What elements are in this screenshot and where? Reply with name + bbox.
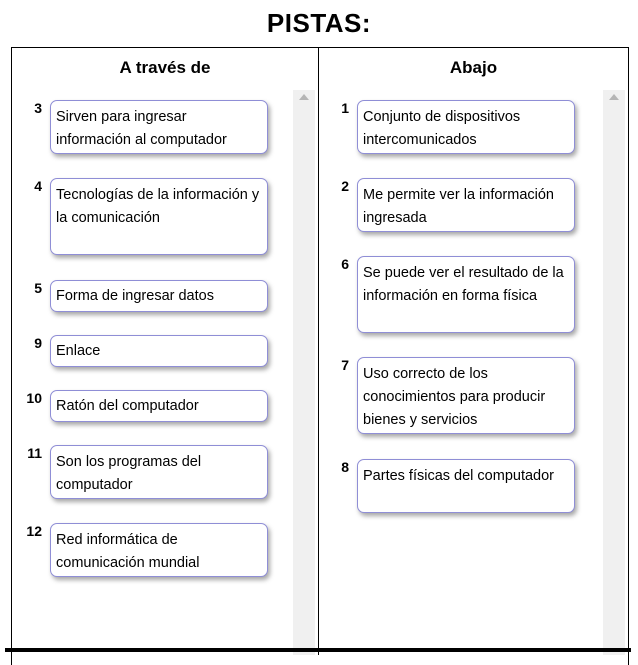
down-scrollbar[interactable] bbox=[603, 90, 625, 655]
clue-number: 7 bbox=[341, 357, 349, 373]
clue-number: 8 bbox=[341, 459, 349, 475]
clue-text[interactable]: Ratón del computador bbox=[50, 390, 268, 422]
clue-number: 3 bbox=[34, 100, 42, 116]
bottom-divider bbox=[5, 648, 631, 652]
clue-number: 4 bbox=[34, 178, 42, 194]
clue-text[interactable]: Enlace bbox=[50, 335, 268, 367]
across-scrollbar[interactable] bbox=[293, 90, 315, 655]
clue-text[interactable]: Partes físicas del computador bbox=[357, 459, 575, 513]
clue-number: 11 bbox=[27, 445, 42, 461]
clue-text[interactable]: Conjunto de dispositivos intercomunicados bbox=[357, 100, 575, 154]
clue-text[interactable]: Sirven para ingresar información al computador bbox=[50, 100, 268, 154]
clue-number: 1 bbox=[341, 100, 349, 116]
clue-number: 5 bbox=[34, 280, 42, 296]
clue-number: 10 bbox=[26, 390, 42, 406]
page-title: PISTAS: bbox=[266, 8, 372, 38]
down-heading: Abajo bbox=[449, 58, 498, 77]
clue-text[interactable]: Me permite ver la información ingresada bbox=[357, 178, 575, 232]
clue-text[interactable]: Red informática de comunicación mundial bbox=[50, 523, 268, 577]
clue-number: 9 bbox=[34, 335, 42, 351]
across-heading: A través de bbox=[119, 58, 211, 77]
clue-text[interactable]: Se puede ver el resultado de la información en forma física bbox=[357, 256, 575, 333]
across-clues-panel bbox=[11, 47, 319, 655]
scroll-up-arrow-icon[interactable] bbox=[609, 94, 619, 100]
clue-text[interactable]: Uso correcto de los conocimientos para producir bienes y servicios bbox=[357, 357, 575, 434]
down-clues-panel bbox=[318, 47, 629, 655]
clue-number: 2 bbox=[341, 178, 349, 194]
clue-number: 6 bbox=[341, 256, 349, 272]
bottom-strip bbox=[11, 655, 629, 665]
clue-text[interactable]: Son los programas del computador bbox=[50, 445, 268, 499]
clue-text[interactable]: Forma de ingresar datos bbox=[50, 280, 268, 312]
scroll-up-arrow-icon[interactable] bbox=[299, 94, 309, 100]
clue-text[interactable]: Tecnologías de la información y la comunicación bbox=[50, 178, 268, 255]
clue-number: 12 bbox=[26, 523, 42, 539]
